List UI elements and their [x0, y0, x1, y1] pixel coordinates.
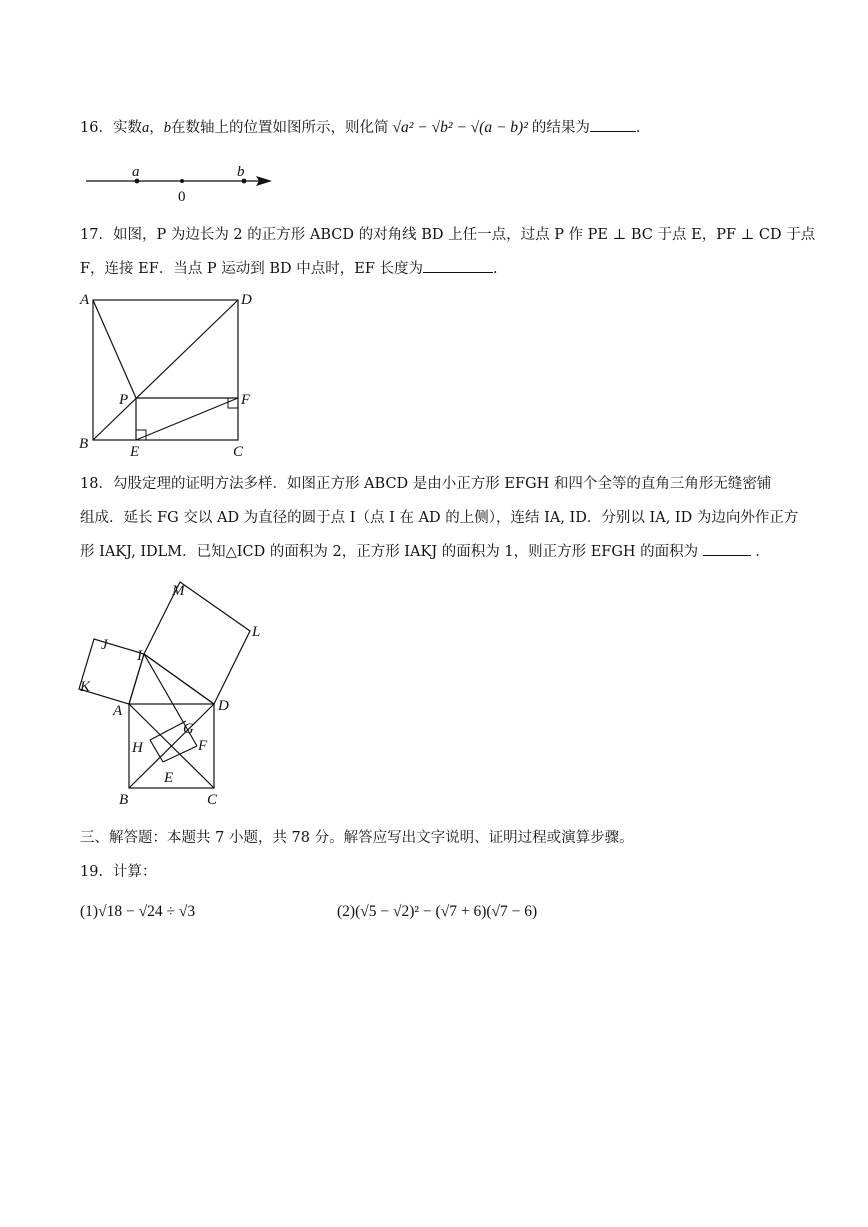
- label-A: A: [113, 703, 123, 719]
- label-E: E: [164, 770, 174, 786]
- q17-figure: [76, 290, 276, 460]
- label-D: D: [241, 292, 252, 308]
- q16-number-line: [84, 163, 284, 203]
- q16-expression: √a² − √b² − √(a − b)²: [392, 119, 528, 136]
- q16-var-a: a: [141, 120, 150, 136]
- label-a: a: [132, 164, 140, 180]
- q17-line-2: [80, 258, 498, 279]
- q16-text: [80, 117, 650, 138]
- q18-figure: [76, 578, 276, 808]
- q19-part-1: (1)√18 − √24 ÷ √3: [80, 903, 196, 920]
- square-idlm: [144, 582, 250, 704]
- diagonal-bd: [93, 300, 238, 440]
- q17-answer-blank: [423, 258, 493, 273]
- q18-line-3: [80, 541, 770, 562]
- label-D: D: [218, 698, 229, 714]
- label-L: L: [252, 624, 261, 640]
- q16-period: ．: [635, 120, 651, 136]
- label-J: J: [101, 637, 108, 653]
- q18-period: ．: [755, 544, 770, 560]
- q16-text-b: 在数轴上的位置如图所示，则化简: [170, 120, 389, 136]
- q17-period: .: [493, 261, 498, 277]
- q16-answer-blank: [590, 117, 636, 132]
- label-zero: 0: [178, 189, 186, 205]
- q16-var-b: b: [163, 120, 171, 136]
- label-H: H: [132, 740, 143, 756]
- point-zero: [180, 179, 184, 183]
- segment-ap: [93, 300, 136, 398]
- label-B: B: [119, 792, 129, 808]
- q16-text-a: 实数: [112, 120, 142, 136]
- q16-comma: ，: [149, 120, 164, 136]
- section-3-heading: 三、解答题：本题共 7 小题，共 78 分。解答应写出文字说明、证明过程或演算步骤。: [80, 830, 634, 846]
- q16-number: 16．: [80, 120, 113, 136]
- q17-line-2-text: F，连接 EF．当点 P 运动到 BD 中点时，EF 长度为: [80, 261, 424, 277]
- q17-line-1: 17．如图，P 为边长为 2 的正方形 ABCD 的对角线 BD 上任一点，过点 P 作 PE ⊥ BC 于点 E，PF ⊥ CD 于点: [80, 227, 816, 243]
- label-K: K: [80, 679, 91, 695]
- label-G: G: [183, 721, 194, 737]
- q19-part-2: (2)(√5 − √2)² − (√7 + 6)(√7 − 6): [337, 903, 538, 920]
- q18-answer-blank: [703, 541, 751, 556]
- label-A: A: [80, 292, 90, 308]
- label-C: C: [207, 792, 218, 808]
- label-P: P: [119, 392, 129, 408]
- label-F: F: [198, 738, 208, 754]
- label-E: E: [130, 444, 140, 460]
- label-M: M: [172, 583, 185, 599]
- label-C: C: [233, 444, 244, 460]
- q16-text-c: 的结果为: [531, 120, 590, 136]
- label-F: F: [241, 392, 251, 408]
- segment-he: [150, 740, 163, 762]
- label-I: I: [137, 648, 142, 664]
- q18-line-3-text: 形 IAKJ, IDLM．已知△ICD 的面积为 2，正方形 IAKJ 的面积为 1，则正方形 EFGH 的面积为: [80, 544, 699, 560]
- q18-line-1: 18．勾股定理的证明方法多样．如图正方形 ABCD 是由小正方形 EFGH 和四个全等的直角三角形无缝密铺: [80, 476, 772, 492]
- segment-ef: [136, 398, 238, 440]
- label-b: b: [237, 164, 245, 180]
- segment-ef: [163, 746, 197, 762]
- q18-line-2: 组成．延长 FG 交以 AD 为直径的圆于点 I（点 I 在 AD 的上侧），连结 IA, ID．分别以 IA, ID 为边向外作正方: [80, 510, 799, 526]
- q19-title: 19．计算：: [80, 864, 157, 880]
- label-B: B: [79, 436, 89, 452]
